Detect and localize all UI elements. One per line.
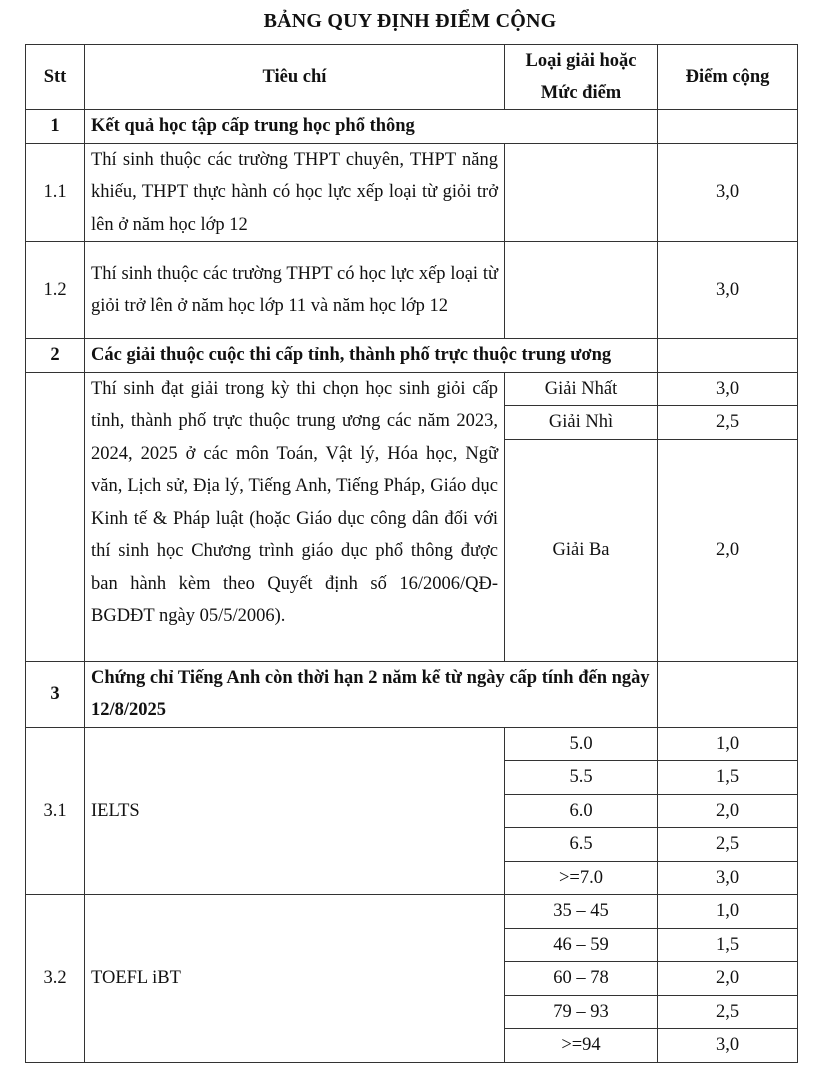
header-award-type [505,45,658,110]
score-level: 79 – 93 [505,995,658,1029]
row-criteria: Thí sinh thuộc các trường THPT có học lực xếp loại từ giỏi trở lên ở năm học lớp 11 và năm học lớp 12 [85,242,505,339]
certificate-name: IELTS [85,727,505,895]
score-level: >=94 [505,1029,658,1063]
bonus-points-table [25,44,798,1063]
header-bonus-points: Điểm cộng [658,45,798,110]
score-points: 1,5 [658,761,798,795]
score-points: 2,0 [658,794,798,828]
row-points: 3,0 [658,242,798,339]
award-level: Giải Nhất [505,372,658,406]
section-title: Kết quả học tập cấp trung học phổ thông [85,110,658,144]
table-row [26,895,798,929]
score-level: 5.5 [505,761,658,795]
score-level: 60 – 78 [505,962,658,996]
section-stt: 1 [26,110,85,144]
empty-cell [658,661,798,727]
empty-cell [658,339,798,373]
row-stt: 1.1 [26,143,85,242]
award-level: Giải Nhì [505,406,658,440]
header-award-type-line1: Loại giải hoặc [525,51,637,71]
row-stt: 3.2 [26,895,85,1063]
section-stt: 2 [26,339,85,373]
score-level: 6.0 [505,794,658,828]
header-stt: Stt [26,45,85,110]
section-stt: 3 [26,661,85,727]
header-award-type-line2: Mức điểm [540,83,622,103]
score-level: 35 – 45 [505,895,658,929]
table-header-row [26,45,798,110]
certificate-name: TOEFL iBT [85,895,505,1063]
table-row [26,727,798,761]
award-points: 2,0 [658,439,798,661]
row-criteria: Thí sinh thuộc các trường THPT chuyên, THPT năng khiếu, THPT thực hành có học lực xếp loại từ giỏi trở lên ở năm học lớp 12 [85,143,505,242]
section-title: Chứng chỉ Tiếng Anh còn thời hạn 2 năm kể từ ngày cấp tính đến ngày 12/8/2025 [85,661,658,727]
score-points: 3,0 [658,1029,798,1063]
empty-cell [505,242,658,339]
award-points: 3,0 [658,372,798,406]
score-points: 1,0 [658,727,798,761]
table-row [26,242,798,339]
empty-cell [505,143,658,242]
page-title: BẢNG QUY ĐỊNH ĐIỂM CỘNG [263,10,557,32]
score-points: 2,5 [658,995,798,1029]
row-criteria: Thí sinh đạt giải trong kỳ thi chọn học sinh giỏi cấp tỉnh, thành phố trực thuộc trung ương các năm 2023, 2024, 2025 ở các môn Toán, Vật lý, Hóa học, Ngữ văn, Lịch sử, Địa lý, Tiếng Anh, Tiếng Pháp, Giáo dục Kinh tế & Pháp luật (hoặc Giáo dục công dân đối với thí sinh học Chương trình giáo dục phổ thông được ban hành kèm theo Quyết định số 16/2006/QĐ-BGDĐT ngày 05/5/2006). [85,372,505,661]
row-stt: 1.2 [26,242,85,339]
header-criteria: Tiêu chí [85,45,505,110]
row-points: 3,0 [658,143,798,242]
row-stt: 3.1 [26,727,85,895]
score-level: 46 – 59 [505,928,658,962]
score-level: >=7.0 [505,861,658,895]
section-row [26,110,798,144]
score-points: 1,5 [658,928,798,962]
score-points: 2,0 [658,962,798,996]
table-row [26,372,798,406]
score-level: 6.5 [505,828,658,862]
section-title: Các giải thuộc cuộc thi cấp tỉnh, thành phố trực thuộc trung ương [85,339,658,373]
empty-cell [26,372,85,661]
section-row [26,339,798,373]
score-points: 2,5 [658,828,798,862]
award-points: 2,5 [658,406,798,440]
score-level: 5.0 [505,727,658,761]
award-level: Giải Ba [505,439,658,661]
score-points: 3,0 [658,861,798,895]
score-points: 1,0 [658,895,798,929]
section-row [26,661,798,727]
table-row [26,143,798,242]
empty-cell [658,110,798,144]
